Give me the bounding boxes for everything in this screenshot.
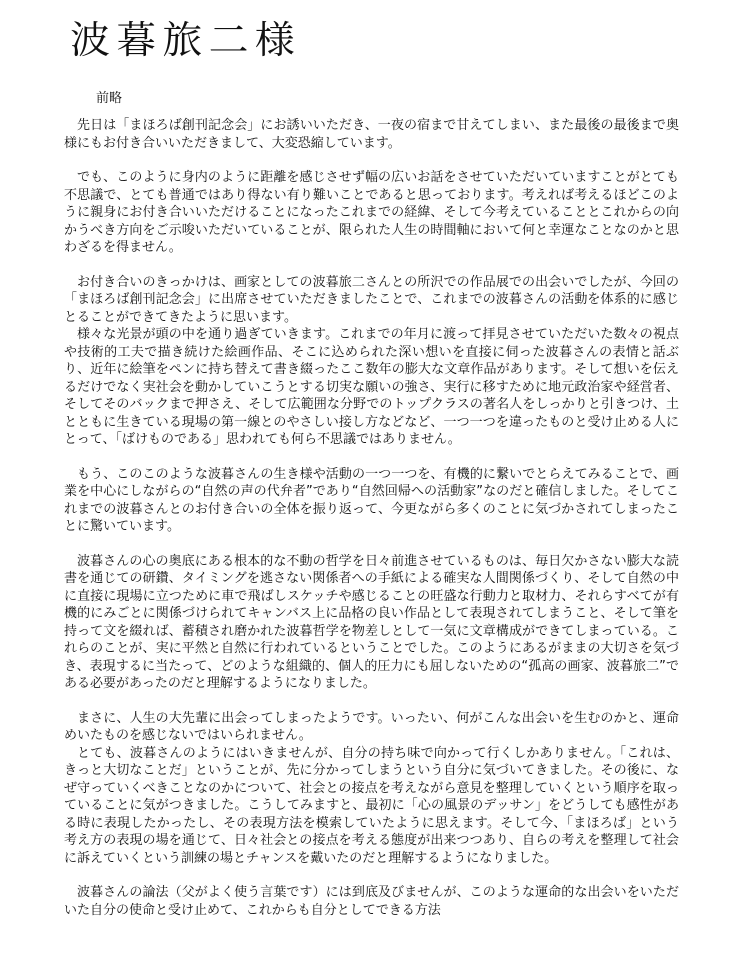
paragraph-invitation-thanks: 先日は「まほろば創刊記念会」にお誘いいただき、一夜の宿まで甘えてしまい、また最後の最後まで奥様にもお付き合いいただきまして、大変恐縮しています。: [64, 118, 679, 151]
paragraph-senior-encounter: まさに、人生の大先輩に出会ってしまったようです。いったい、何がこんな出会いを生むのかと、運命めいたものを感じないではいられません。: [64, 710, 679, 743]
paragraph-first-meeting: お付き合いのきっかけは、画家としての波暮旅二さんとの所沢での作品展での出会いでしたが、今回の「まほろば創刊記念会」に出席させていただきましたことで、これまでの波暮さんの活動を体系的に感じとることができてきたように思います。: [64, 274, 679, 325]
paragraph-memories: 様々な光景が頭の中を通り過ぎていきます。これまでの年月に渡って拝見させていただいた数々の視点や技術的工夫で描き続けた絵画作品、そこに込められた深い想いを直接に伺った波暮さんの表情と話ぶり、近年に絵筆をペンに持ち替えて書き綴ったここ数年の膨大な文章作品があります。そして想いを伝えるだけでなく実社会を動かしていこうとする切実な願いの強さ、実行に移すために地元政治家や経営者、そしてそのバックまで押さえ、そして広範囲な分野でのトップクラスの著名人をしっかりと引きつけ、土とともに生きている現場の第一線とのやさしい接し方などなど、一つ一つを違ったものと受け止める人にとって、「ばけものである」思われても何ら不思議ではありません。: [64, 327, 679, 447]
letter-body: [64, 117, 679, 919]
salutation: 前略: [96, 91, 123, 106]
paragraph-conviction: もう、このこのような波暮さんの生き様や活動の一つ一つを、有機的に繋いでとらえてみることで、画業を中心にしながらの“自然の声の代弁者”であり“自然回帰への活動家”なのだと確信しました。そしてこれまでの波暮さんとのお付き合いの全体を振り返って、今更ながら多くのことに気づかされてしまったことに驚いています。: [64, 466, 679, 534]
paragraph-philosophy: 波暮さんの心の奥底にある根本的な不動の哲学を日々前進させているものは、毎日欠かさない膨大な読書を通じての研鑽、タイミングを逃さない関係者への手紙による確実な人間関係づくり、そして自然の中に直接に現場に立つために車で飛ばしスケッチや感じることの旺盛な行動力と取材力、それらすべてが有機的にみごとに関係づけられてキャンバス上に品格の良い作品として表現されてしまうこと、そして筆を持って文を綴れば、蓄積され磨かれた波暮哲学を物差しとして一気に文章構成ができてしまっている。これらのことが、実に平然と自然に行われているということでした。このようにあるがままの大切さを気づき、表現するに当たって、どのような組織的、個人的圧力にも屈しないための“孤高の画家、波暮旅二”である必要があったのだと理解するようになりました。: [64, 553, 679, 691]
paragraph-own-path: とても、波暮さんのようにはいきませんが、自分の持ち味で向かって行くしかありません。「これは、きっと大切なことだ」ということが、先に分かってしまうという自分に気づいてきました。その後に、なぜ守っていくべきことなのかについて、社会との接点を考えながら意見を整理していくという順序を取っていることに気がつきました。こうしてみますと、最初に「心の風景のデッサン」をどうしても感性がある時に表現したかったし、その表現方法を模索していたように思えます。そして今、「まほろば」という考え方の表現の場を通じて、日々社会との接点を考える態度が出来つつあり、自らの考えを整理して社会に訴えていくという訓練の場とチャンスを戴いたのだと理解するようになりました。: [64, 745, 679, 866]
paragraph-closing-partial: 波暮さんの論法（父がよく使う言葉です）には到底及びませんが、このような運命的な出会いをいただいた自分の使命と受け止めて、これからも自分としてできる方法: [64, 885, 679, 918]
addressee-heading: 波暮旅二様: [70, 18, 302, 62]
paragraph-gratitude: でも、このように身内のように距離を感じさせず幅の広いお話をさせていただいていますことがとても不思議で、とても普通ではあり得ない有り難いことであると思っております。考えれば考えるほどこのように親身にお付き合いいただけることになったこれまでの経緯、そして今考えていることとこれからの向かうべき方向をご示唆いただいていることが、限られた人生の時間軸において何と幸運なことなのかと思わざるを得ません。: [64, 170, 679, 255]
